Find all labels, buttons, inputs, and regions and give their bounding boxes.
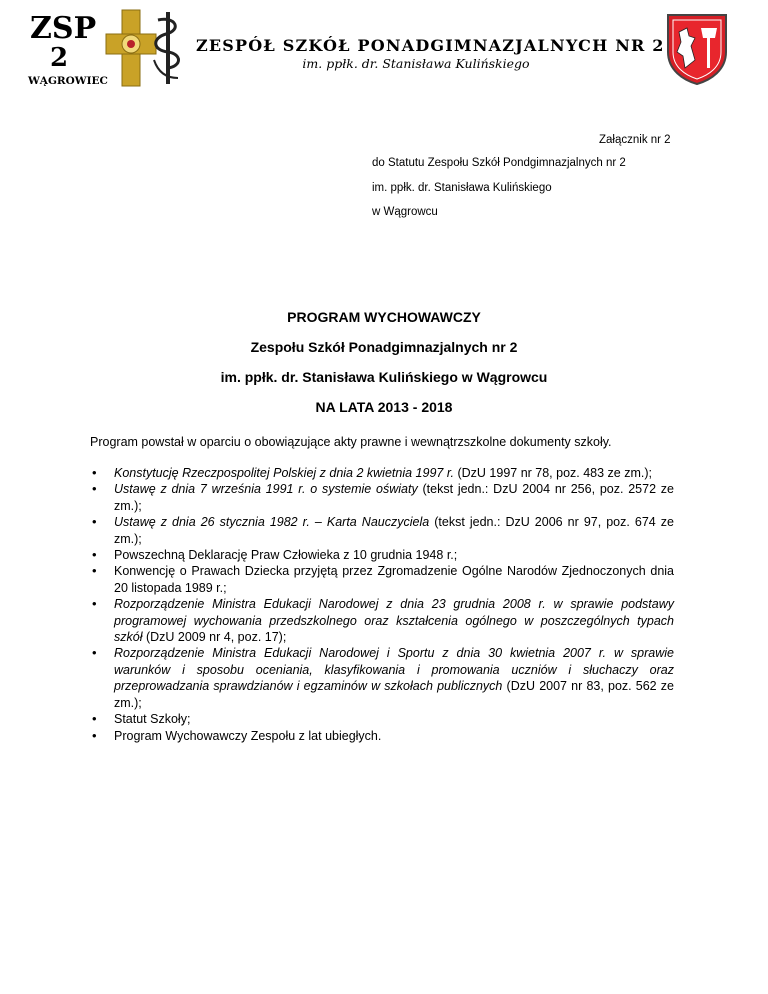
- logo-number-text: 2: [50, 43, 69, 73]
- list-item: [114, 465, 674, 481]
- act-title: Rozporządzenie Ministra Edukacji Narodowej i Sportu z dnia 30 kwietnia 2007 r. w sprawie warunków i sposobu oceniania, klasyfikowania i promowania uczniów i słuchaczy oraz przeprowadzania sprawdzianów i egzaminów w szkołach publicznych: [114, 646, 674, 694]
- document-title: PROGRAM WYCHOWAWCZY: [287, 309, 481, 325]
- act-title: Ustawę z dnia 7 września 1991 r. o systemie oświaty: [114, 482, 418, 497]
- document-subtitle: Zespołu Szkół Ponadgimnazjalnych nr 2: [250, 339, 518, 355]
- document-subtitle: im. ppłk. dr. Stanisława Kulińskiego w Wągrowcu: [220, 369, 548, 385]
- list-item: [114, 563, 674, 596]
- act-reference: Konwencję o Prawach Dziecka przyjętą przez Zgromadzenie Ogólne Narodów Zjednoczonych dnia 20 listopada 1989 r.;: [114, 564, 674, 595]
- page-header: [0, 0, 768, 100]
- act-title: Konstytucję Rzeczpospolitej Polskiej z dnia 2 kwietnia 1997 r.: [114, 466, 454, 480]
- list-item: [114, 481, 674, 514]
- act-reference: Powszechną Deklarację Praw Człowieka z 10 grudnia 1948 r.;: [114, 548, 458, 563]
- annex-line: do Statutu Zespołu Szkół Pondgimnazjalnych nr 2: [372, 157, 626, 169]
- act-reference: (DzU 2009 nr 4, poz. 17);: [142, 630, 287, 645]
- act-reference: (tekst jedn.: DzU 2006 nr 97, poz. 674 ze zm.);: [114, 515, 675, 546]
- annex-line: w Wągrowcu: [372, 206, 438, 218]
- logo-city-text: WĄGROWIEC: [28, 75, 108, 87]
- act-title: Rozporządzenie Ministra Edukacji Narodowej z dnia 23 grudnia 2008 r. w sprawie podstawy programowej wychowania przedszkolnego oraz kształcenia ogólnego w poszczególnych typach szkół: [114, 597, 674, 645]
- school-patron: im. ppłk. dr. Stanisława Kulińskiego: [302, 56, 530, 71]
- school-emblem-icon: [26, 8, 190, 88]
- act-reference: Program Wychowawczy Zespołu z lat ubiegłych.: [114, 728, 382, 743]
- act-reference: (DzU 1997 nr 78, poz. 483 ze zm.);: [454, 466, 653, 480]
- list-item: [114, 645, 674, 711]
- intro-paragraph: Program powstał w oparciu o obowiązujące akty prawne i wewnątrzszkolne dokumenty szkoły.: [90, 435, 612, 449]
- coat-of-arms-icon: [665, 12, 729, 86]
- act-reference: (tekst jedn.: DzU 2004 nr 256, poz. 2572 ze zm.);: [114, 482, 674, 513]
- act-title: Ustawę z dnia 26 stycznia 1982 r. – Karta Nauczyciela: [114, 515, 430, 530]
- list-item: [114, 728, 674, 744]
- school-name: ZESPÓŁ SZKÓŁ PONADGIMNAZJALNYCH NR 2: [196, 36, 665, 55]
- list-item: [114, 514, 674, 547]
- list-item: [114, 547, 674, 563]
- cross-icon: [106, 10, 156, 86]
- annex-line: im. ppłk. dr. Stanisława Kulińskiego: [372, 182, 552, 194]
- logo-zsp-text: ZSP: [30, 11, 97, 46]
- act-reference: (DzU 2007 nr 83, poz. 562 ze zm.);: [114, 679, 675, 710]
- coat-of-arms: [665, 12, 729, 86]
- list-item: [114, 596, 674, 645]
- legal-acts-list: [114, 465, 674, 744]
- annex-title: Załącznik nr 2: [599, 134, 671, 146]
- list-item: [114, 711, 674, 727]
- act-reference: Statut Szkoły;: [114, 712, 191, 727]
- school-logo: [26, 8, 190, 88]
- document-period: NA LATA 2013 - 2018: [315, 399, 453, 415]
- caduceus-icon: [154, 12, 179, 84]
